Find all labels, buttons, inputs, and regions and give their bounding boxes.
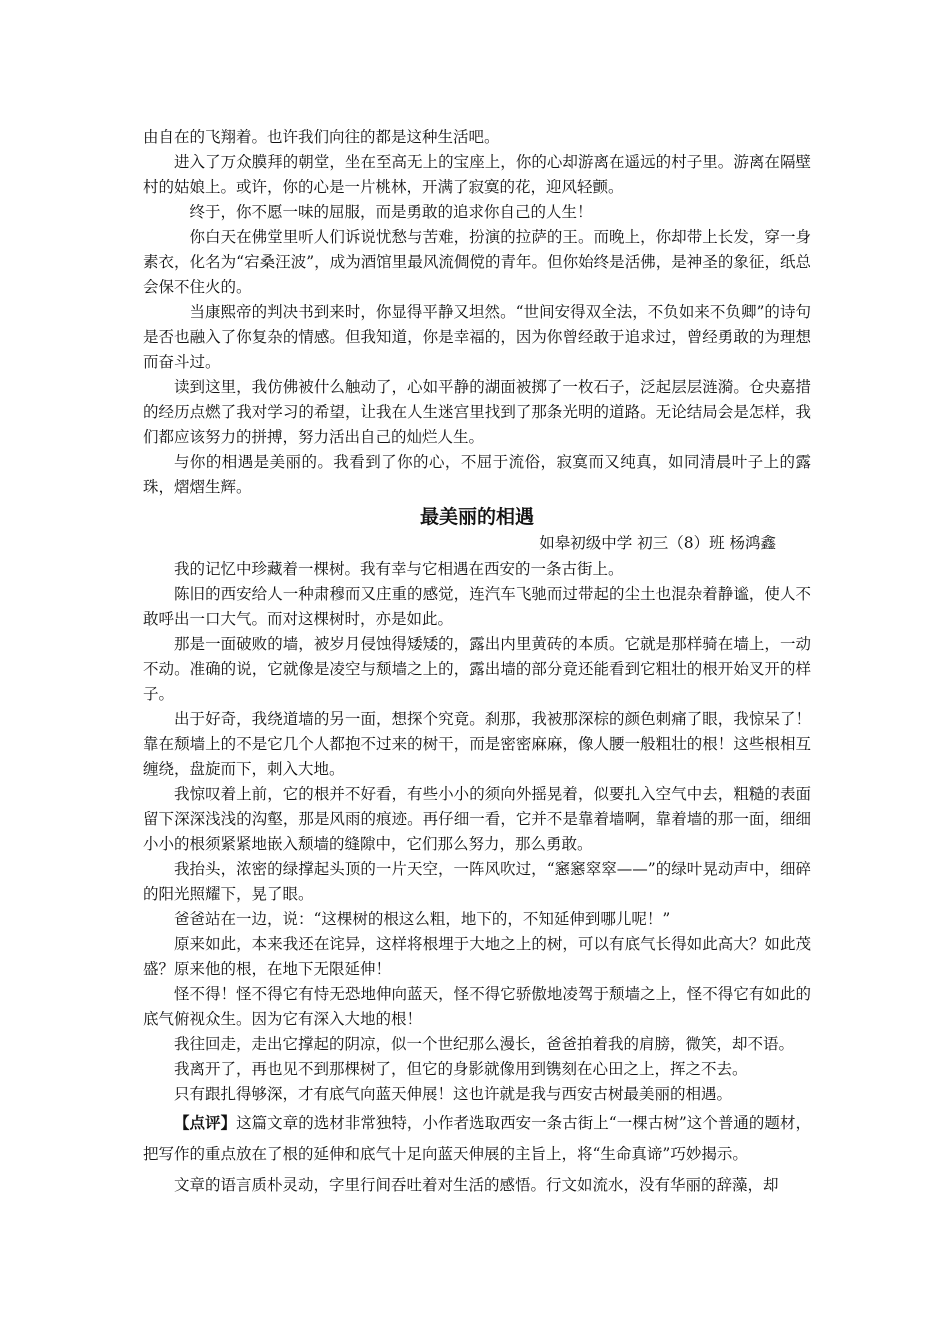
essay-2-title: 最美丽的相遇 <box>419 506 534 528</box>
essay-1-continued <box>143 125 811 500</box>
essay-2-body <box>143 557 811 1107</box>
essay-1-paragraph: 当康熙帝的判决书到来时，你显得平静又坦然。“世间安得双全法，不负如来不负卿”的诗句是否也融入了你复杂的情感。但我知道，你是幸福的，因为你曾经敢于追求过，曾经勇敢的为理想而奋斗过。 <box>143 303 811 371</box>
page-content <box>143 125 811 1201</box>
review-tag: 【点评】 <box>174 1113 237 1132</box>
essay-2-byline: 如皋初级中学 初三（8）班 杨鸿鑫 <box>539 534 776 552</box>
essay-1-paragraph: 读到这里，我仿佛被什么触动了，心如平静的湖面被掷了一枚石子，泛起层层涟漪。仓央嘉措的经历点燃了我对学习的希望，让我在人生迷宫里找到了那条光明的道路。无论结局会是怎样，我们都应该努力的拼搏，努力活出自己的灿烂人生。 <box>143 378 811 446</box>
essay-1-paragraph: 与你的相遇是美丽的。我看到了你的心，不屈于流俗，寂寞而又纯真，如同清晨叶子上的露珠，熠熠生辉。 <box>143 453 811 496</box>
essay-2-paragraph: 我惊叹着上前，它的根并不好看，有些小小的须向外摇晃着，似要扎入空气中去，粗糙的表面留下深深浅浅的沟壑，那是风雨的痕迹。再仔细一看，它并不是靠着墙啊，靠着墙的那一面，细细小小的根须紧紧地嵌入颓墙的缝隙中，它们那么努力，那么勇敢。 <box>143 785 811 853</box>
essay-2-paragraph: 我往回走，走出它撑起的阴凉，似一个世纪那么漫长，爸爸拍着我的肩膀，微笑，却不语。 <box>174 1035 795 1053</box>
essay-2-paragraph: 我的记忆中珍藏着一棵树。我有幸与它相遇在西安的一条古街上。 <box>174 560 624 578</box>
essay-1-paragraph: 进入了万众膜拜的朝堂，坐在至高无上的宝座上，你的心却游离在遥远的村子里。游离在隔壁村的姑娘上。或许，你的心是一片桃林，开满了寂寞的花，迎风轻颤。 <box>143 153 811 196</box>
essay-2-paragraph: 那是一面破败的墙，被岁月侵蚀得矮矮的，露出内里黄砖的本质。它就是那样骑在墙上，一动不动。准确的说，它就像是凌空与颓墙之上的，露出墙的部分竟还能看到它粗壮的根开始叉开的样子。 <box>143 635 811 703</box>
essay-2-paragraph: 出于好奇，我绕道墙的另一面，想探个究竟。刹那，我被那深棕的颜色刺痛了眼，我惊呆了！靠在颓墙上的不是它几个人都抱不过来的树干，而是密密麻麻，像人腰一般粗壮的根！这些根相互缠绕，盘旋而下，刺入大地。 <box>143 710 811 778</box>
essay-1-paragraph: 终于，你不愿一味的屈服，而是勇敢的追求你自己的人生！ <box>189 203 593 221</box>
essay-2-paragraph: 原来如此，本来我还在诧异，这样将根埋于大地之上的树，可以有底气长得如此高大？如此茂盛？原来他的根，在地下无限延伸！ <box>143 935 811 978</box>
essay-2-paragraph: 我抬头，浓密的绿撑起头顶的一片天空，一阵风吹过，“窸窸窣窣——”的绿叶晃动声中，细碎的阳光照耀下，晃了眼。 <box>143 860 811 903</box>
review-text: 这篇文章的选材非常独特，小作者选取西安一条古街上“一棵古树”这个普通的题材，把写作的重点放在了根的延伸和底气十足向蓝天伸展的主旨上，将“生命真谛”巧妙揭示。 <box>143 1114 811 1163</box>
essay-2-paragraph: 爸爸站在一边，说：“这棵树的根这么粗，地下的，不知延伸到哪儿呢！” <box>174 910 671 928</box>
review-paragraph-2: 文章的语言质朴灵动，字里行间吞吐着对生活的感悟。行文如流水，没有华丽的辞藻，却 <box>174 1176 779 1194</box>
essay-1-paragraph: 由自在的飞翔着。也许我们向往的都是这种生活吧。 <box>143 128 500 146</box>
essay-2-paragraph: 陈旧的西安给人一种肃穆而又庄重的感觉，连汽车飞驰而过带起的尘土也混杂着静谧，使人不敢呼出一口大气。而对这棵树时，亦是如此。 <box>143 585 811 628</box>
essay-1-paragraph: 你白天在佛堂里听人们诉说忧愁与苦难，扮演的拉萨的王。而晚上，你却带上长发，穿一身素衣，化名为“宕桑汪波”，成为酒馆里最风流倜傥的青年。但你始终是活佛，是神圣的象征，纸总会保不住火的。 <box>143 228 811 296</box>
review-paragraph <box>143 1107 811 1170</box>
essay-2-paragraph: 只有跟扎得够深，才有底气向蓝天伸展！这也许就是我与西安古树最美丽的相遇。 <box>174 1085 733 1103</box>
essay-2-paragraph: 怪不得！怪不得它有恃无恐地伸向蓝天，怪不得它骄傲地凌驾于颓墙之上，怪不得它有如此的底气俯视众生。因为它有深入大地的根！ <box>143 985 811 1028</box>
review-section <box>143 1107 811 1201</box>
essay-2-paragraph: 我离开了，再也见不到那棵树了，但它的身影就像用到镌刻在心田之上，挥之不去。 <box>174 1060 748 1078</box>
